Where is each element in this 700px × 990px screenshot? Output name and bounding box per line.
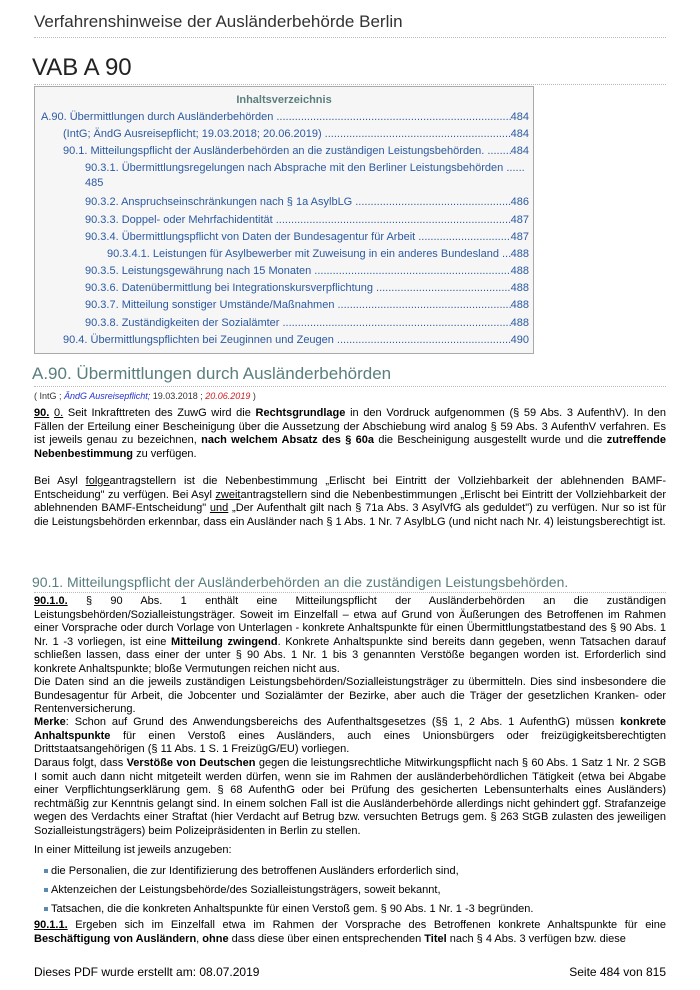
- text: nach § 4 Abs. 3 verfügen bzw. diese: [446, 932, 626, 945]
- para-number: 90.1.1.: [34, 919, 68, 931]
- toc-item-text: A.90. Übermittlungen durch Ausländerbehörden: [41, 111, 274, 123]
- text: : Schon auf Grund des Anwendungsbereichs des Aufenthaltsgesetzes (§§ 1, 2 Abs. 1 AufenthG) müssen: [65, 716, 621, 728]
- header-divider: [34, 37, 666, 38]
- paragraph-deutsche: [34, 757, 666, 838]
- text: zu verfügen.: [133, 447, 197, 460]
- paragraph-daten: Die Daten sind an die jeweils zuständigen Leistungsbehörden/Sozialleistungsträger zu übermitteln. Dies sind insbesondere die Bundesagentur für Arbeit, die Jobcenter und Sozialämter der Bezirke, aber auch die Träger der gesetzlichen Kranken- oder Rentenversicherung.: [34, 676, 666, 715]
- text: antragstellern sind die Nebenbestimmungen „Erlischt bei Eintritt der Vollziehbarkeit der ablehnenden BAMF-Entscheidung": [34, 488, 666, 514]
- bold-text: Mitteilung zwingend: [170, 635, 278, 648]
- toc-item-page: 487: [510, 214, 529, 226]
- toc-item-page: 488: [510, 248, 529, 260]
- toc-leader: [311, 264, 510, 278]
- toc-item-text: 90.3.4.1. Leistungen für Asylbewerber mit Zuweisung in ein anderes Bundesland: [107, 248, 499, 260]
- toc-item[interactable]: [63, 333, 529, 347]
- text: § 90 Abs. 1 enthält eine Mitteilungspflicht der Ausländerbehörden an die zuständigen Leistungsbehörden/Sozialleistungsträger. Soweit im Einzelfall – etwa auf Grund von Äußerungen des Betroffenen im Rahmen einer Vorsprache oder durch Vorlage von Unterlagen - konkrete Anhaltspunkte für einen Übermittlungstatbestand des § 90 Abs. 1 Nr. 1 -3 vorliegen, ist eine: [34, 595, 666, 648]
- toc-leader: [415, 230, 510, 244]
- text: „Der Aufenthalt gilt nach § 71a Abs. 3 AsylVfG als geduldet") zu verfügen. Nur so ist für die Leistungsbehörden erkennbar, dass ein Ausländer nach § 1 Abs. 1 Nr. 7 AsylbLG (und nicht nach Nr. 4) leistungsberechtigt ist.: [34, 502, 666, 528]
- toc-item[interactable]: [85, 264, 529, 278]
- source-amend-link[interactable]: ÄndG Ausreisepflicht;: [64, 391, 151, 401]
- list-item-text: Aktenzeichen der Leistungsbehörde/des Sozialleistungsträgers, soweit bekannt,: [51, 884, 441, 896]
- paragraph-merke: [34, 716, 666, 757]
- para-subnumber: 0.: [53, 407, 64, 419]
- text: Daraus folgt, dass: [34, 757, 127, 769]
- toc-leader: [273, 110, 510, 124]
- toc-item-page: 488: [510, 282, 529, 294]
- section-divider: [34, 386, 666, 387]
- subsection-heading: 90.1. Mitteilungspflicht der Ausländerbehörden an die zuständigen Leistungsbehörden.: [32, 574, 569, 590]
- toc-item-page: 487: [510, 231, 529, 243]
- toc-item[interactable]: [63, 127, 529, 141]
- toc-leader: [322, 127, 511, 141]
- document-id: VAB A 90: [32, 54, 132, 81]
- text: Bei Asyl: [34, 475, 86, 487]
- toc-item[interactable]: [85, 195, 529, 209]
- toc-leader: [484, 144, 510, 158]
- source-date: 19.03.2018 ;: [150, 391, 206, 401]
- paragraph-mitteilung: In einer Mitteilung ist jeweils anzugeben:: [34, 844, 232, 856]
- toc-item[interactable]: [85, 213, 529, 227]
- toc-leader: [334, 333, 511, 347]
- text: gegen die leistungsrechtliche Mitwirkungspflicht nach § 60 Abs. 1 Satz 1 Nr. 2 SGB I somit auch dann nicht mitgeteilt werden dürfen, wenn sie im Rahmen der ausländerbehördlichen Tätigkeit (etwa bei Abgabe einer Verpflichtungserklärung gem. § 68 AufenthG oder bei Prüfung des gesicherten Lebensunterhalts eines Ausländers) rechtmäßig zur Kenntnis gelangt sind. In einem solchen Fall ist die Ausländerbehörde allerdings nicht gehindert ggf. Strafanzeige wegen des Verdachts einer Straftat (hier Verdacht auf Betrug bzw. versuchten Betrugs gem. § 263 StGB zulasten des jeweiligen Sozialleistungsträgers) beim Polizeipräsidenten in Berlin zu stellen.: [34, 757, 667, 837]
- source-date-highlight: 20.06.2019: [205, 391, 251, 401]
- section-heading: A.90. Übermittlungen durch Ausländerbehörden: [32, 364, 392, 383]
- bold-text: zutreffende Nebenbestimmung: [34, 434, 666, 460]
- bold-text: Titel: [424, 932, 447, 945]
- list-item: [44, 865, 459, 879]
- source-line: [34, 391, 256, 401]
- underlined-text: und: [209, 502, 229, 514]
- toc-item[interactable]: [85, 316, 529, 330]
- toc-leader: [279, 316, 510, 330]
- list-item-text: Tatsachen, die die konkreten Anhaltspunkte für einen Verstoß gem. § 90 Abs. 1 Nr. 1 -3 begründen.: [51, 903, 534, 915]
- toc-leader: [334, 298, 510, 312]
- toc-item-text: 90.4. Übermittlungspflichten bei Zeuginnen und Zeugen: [63, 334, 334, 346]
- toc-item-text: 90.1. Mitteilungspflicht der Ausländerbehörden an die zuständigen Leistungsbehörden.: [63, 145, 485, 157]
- toc-leader: [499, 247, 511, 261]
- source-open: ( IntG ;: [34, 391, 65, 401]
- bold-text: ohne: [202, 932, 229, 945]
- toc-leader: [373, 281, 511, 295]
- toc-item-page: 490: [510, 334, 529, 346]
- toc-item-page: 486: [510, 196, 529, 208]
- toc-leader: [352, 195, 510, 209]
- toc-title: Inhaltsverzeichnis: [236, 94, 332, 106]
- text: . Konkrete Anhaltspunkte sind bereits dann gegeben, wenn Tatsachen darauf schließen lassen, dass einer der unter § 90 Abs. 1 Nr. 1 bis 3 genannten Verstöße begangen worden ist. Erforderlich sind konkrete Anhaltspunkte; bloße Vermutungen reichen nicht aus.: [34, 635, 666, 675]
- toc-leader: [273, 213, 511, 227]
- toc-item-page: 488: [510, 265, 529, 277]
- toc-leader: ......: [506, 162, 525, 174]
- bold-text: Verstöße von Deutschen: [126, 757, 256, 769]
- text: ,: [196, 932, 203, 945]
- list-item: [44, 884, 441, 898]
- toc-item-page: 484: [510, 128, 529, 140]
- toc-item-page: 488: [510, 317, 529, 329]
- list-item: [44, 903, 533, 917]
- list-item-text: die Personalien, die zur Identifizierung des betroffenen Ausländers erforderlich sind,: [51, 865, 459, 877]
- bold-text: Merke: [34, 716, 66, 728]
- toc-item-text: 90.3.8. Zuständigkeiten der Sozialämter: [85, 317, 280, 329]
- toc-item-text: 90.3.3. Doppel- oder Mehrfachidentität: [85, 214, 273, 226]
- bullet-icon: [44, 888, 48, 892]
- toc-item-text: 90.3.7. Mitteilung sonstiger Umstände/Maßnahmen: [85, 299, 335, 311]
- text: Seit Inkrafttreten des ZuwG wird die: [63, 407, 256, 419]
- bullet-icon: [44, 869, 48, 873]
- toc-item-page: 484: [510, 111, 529, 123]
- footer-created-date: Dieses PDF wurde erstellt am: 08.07.2019: [34, 965, 260, 979]
- toc-item-text: 90.3.4. Übermittlungspflicht von Daten der Bundesagentur für Arbeit: [85, 231, 416, 243]
- toc-item[interactable]: [85, 298, 529, 312]
- footer-page-number: Seite 484 von 815: [569, 965, 666, 979]
- table-of-contents: [34, 86, 534, 354]
- toc-item[interactable]: [107, 247, 529, 261]
- doc-id-divider: [34, 84, 666, 85]
- toc-item[interactable]: [63, 144, 529, 158]
- toc-item-text: 90.3.5. Leistungsgewährung nach 15 Monaten: [85, 265, 312, 277]
- toc-item-text: 90.3.2. Anspruchseinschränkungen nach § 1a AsylbLG: [85, 196, 353, 208]
- paragraph-90-1-1: [34, 919, 666, 946]
- bullet-icon: [44, 907, 48, 911]
- paragraph-asyl: [34, 475, 666, 529]
- document-header-title: Verfahrenshinweise der Ausländerbehörde Berlin: [34, 12, 403, 31]
- text: dass diese über einen entsprechenden: [228, 932, 425, 945]
- text: für einen Verstoß eines Ausländers, auch eines Unionsbürgers oder freizügigkeitsberechtigten Drittstaatsangehörigen (§ 11 Abs. 1 S. 1 FreizügG/EU) vorliegen.: [34, 729, 666, 755]
- toc-item-page: 488: [510, 299, 529, 311]
- text: antragstellern ist die Nebenbestimmung „Erlischt bei Eintritt der Vollziehbarkeit der ablehnenden BAMF-Entscheidung" zu verfügen. Bei Asyl: [34, 475, 667, 501]
- text: Ergeben sich im Einzelfall etwa im Rahmen der Vorsprache des Betroffenen konkrete Anhaltspunkte für eine: [67, 919, 666, 931]
- bold-text: Beschäftigung von Ausländern: [34, 932, 197, 945]
- bold-text: konkrete Anhaltspunkte: [34, 716, 666, 742]
- toc-item[interactable]: [85, 230, 529, 244]
- toc-item[interactable]: [41, 110, 529, 124]
- toc-item[interactable]: [85, 161, 529, 191]
- toc-item-page: 485: [85, 177, 104, 189]
- toc-item[interactable]: [85, 281, 529, 295]
- text: in den Vordruck aufgenommen (§ 59 Abs. 3 AufenthV). In den Fällen der Erteilung einer Bescheinigung über die Aussetzung der Abschiebung wird analog § 59 Abs. 3 AufenthV verfahren. Es ist jeweils genau zu bezeichnen,: [34, 407, 666, 446]
- toc-item-text: 90.3.1. Übermittlungsregelungen nach Absprache mit den Berliner Leistungsbehörden: [85, 162, 504, 174]
- text: die Bescheinigung ausgestellt wurde und die: [374, 434, 607, 446]
- underlined-text: folge: [85, 475, 110, 487]
- toc-item-page: 484: [510, 145, 529, 157]
- paragraph-90-1-0: [34, 595, 666, 676]
- paragraph-90-0: [34, 407, 666, 461]
- para-number: 90.: [34, 407, 50, 419]
- bold-text: Rechtsgrundlage: [255, 407, 346, 419]
- subsection-divider: [34, 592, 666, 593]
- toc-item-text: 90.3.6. Datenübermittlung bei Integrationskursverpflichtung: [85, 282, 374, 294]
- para-number: 90.1.0.: [34, 595, 68, 607]
- underlined-text: zweit: [215, 488, 241, 501]
- source-close: ): [250, 391, 256, 401]
- toc-item-text: (IntG; ÄndG Ausreisepflicht; 19.03.2018; 20.06.2019): [63, 128, 322, 140]
- bold-text: nach welchem Absatz des § 60a: [201, 434, 375, 446]
